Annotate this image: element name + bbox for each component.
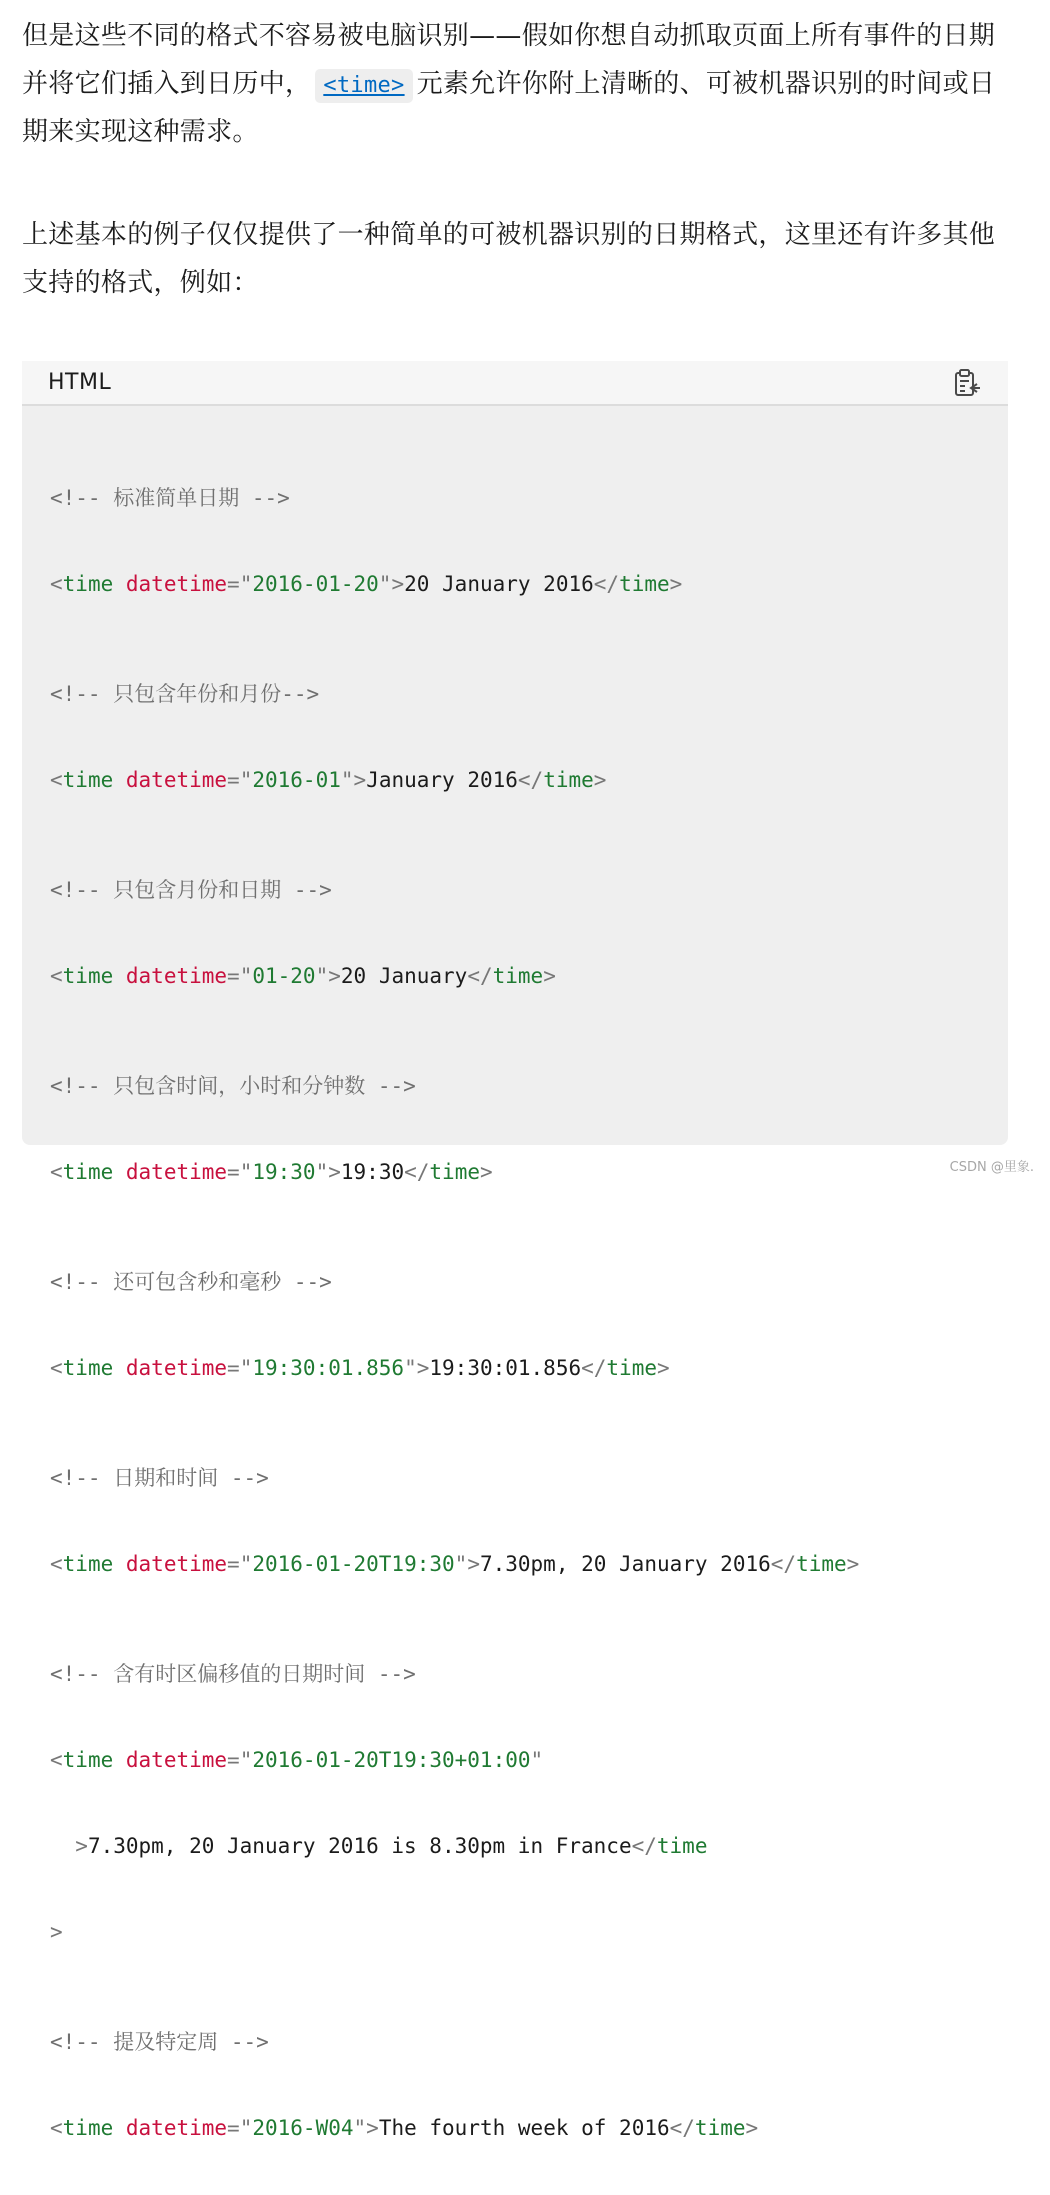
code-punct: " — [315, 1160, 329, 1184]
code-comment: <!-- 标准简单日期 --> — [50, 486, 290, 510]
code-text: The fourth week of 2016 — [378, 2116, 670, 2140]
code-line — [50, 1741, 859, 1779]
code-tag: time — [656, 1834, 708, 1858]
code-text: 19:30 — [340, 1160, 405, 1184]
code-punct: </ — [770, 1552, 797, 1576]
code-attr-value: 2016-01 — [252, 768, 341, 792]
intro-text-before: 但是这些不同的格式不容易被电脑识别——假如你想自动抓取页面上所有事件的日期并将它们插入到日历中， — [22, 21, 996, 99]
code-punct: " — [378, 572, 392, 596]
code-comment: <!-- 只包含年份和月份--> — [50, 682, 320, 706]
code-punct: " — [353, 2116, 367, 2140]
code-attr-value: 01-20 — [252, 964, 316, 988]
code-punct: > — [656, 1356, 670, 1380]
code-attr-value: 19:30:01.856 — [252, 1356, 405, 1380]
code-punct: = — [227, 572, 240, 596]
code-attr-value: 2016-W04 — [252, 2116, 354, 2140]
code-comment: <!-- 日期和时间 --> — [50, 1466, 269, 1490]
intro-text-after: 元素允许你附上清晰的、可被机器识别的时间或日期来实现这种需求。 — [22, 69, 996, 147]
code-punct: > — [846, 1552, 860, 1576]
code-attr: datetime — [125, 1748, 228, 1772]
code-text: 7.30pm, 20 January 2016 is 8.30pm in France — [87, 1834, 632, 1858]
code-punct: < — [50, 1552, 63, 1576]
code-punct: = — [227, 964, 240, 988]
code-punct: " — [239, 1356, 253, 1380]
code-header — [22, 361, 1008, 406]
code-punct: = — [227, 1748, 240, 1772]
code-line — [50, 1545, 859, 1583]
code-line — [50, 761, 859, 799]
csdn-watermark: CSDN @里象. — [949, 1160, 1034, 1175]
code-line — [50, 565, 859, 603]
code-tag: time — [606, 1356, 657, 1380]
code-attr: datetime — [125, 1356, 228, 1380]
code-punct: > — [543, 964, 556, 988]
code-punct: = — [227, 1160, 240, 1184]
clipboard-copy-icon — [950, 367, 982, 399]
code-text: 7.30pm, 20 January 2016 — [479, 1552, 771, 1576]
code-punct: </ — [467, 964, 493, 988]
code-tag: time — [62, 1356, 114, 1380]
code-line — [50, 957, 859, 995]
code-attr: datetime — [125, 964, 228, 988]
code-tag: time — [62, 1160, 114, 1184]
code-punct: > — [50, 1920, 63, 1944]
code-punct: </ — [517, 768, 544, 792]
code-punct: </ — [404, 1160, 430, 1184]
code-tag: time — [62, 768, 114, 792]
code-punct: > — [479, 1160, 493, 1184]
code-punct: < — [50, 964, 63, 988]
code-punct: </ — [631, 1834, 657, 1858]
code-line — [50, 1913, 859, 1951]
code-punct: > — [50, 1834, 88, 1858]
code-punct: " — [239, 1160, 253, 1184]
code-tag: time — [492, 964, 544, 988]
code-punct: > — [467, 1552, 480, 1576]
code-punct: = — [227, 2116, 240, 2140]
code-line — [50, 1153, 859, 1191]
code-punct: " — [239, 964, 253, 988]
code-content — [50, 431, 859, 2195]
code-punct: > — [416, 1356, 430, 1380]
code-punct: = — [227, 1552, 240, 1576]
code-text: 19:30:01.856 — [429, 1356, 582, 1380]
code-punct: < — [50, 1356, 63, 1380]
code-punct: > — [366, 2116, 379, 2140]
code-punct: > — [391, 572, 405, 596]
code-punct: > — [353, 768, 367, 792]
code-punct: " — [340, 768, 354, 792]
code-text: 20 January — [340, 964, 468, 988]
code-punct: < — [50, 768, 63, 792]
code-punct: " — [239, 572, 253, 596]
code-punct: " — [239, 1552, 253, 1576]
code-tag: time — [796, 1552, 847, 1576]
code-punct: </ — [581, 1356, 607, 1380]
code-language-label: HTML — [48, 370, 112, 395]
code-attr: datetime — [125, 768, 228, 792]
code-punct: < — [50, 1748, 63, 1772]
code-comment: <!-- 含有时区偏移值的日期时间 --> — [50, 1662, 416, 1686]
code-attr: datetime — [125, 572, 228, 596]
code-punct: </ — [593, 572, 620, 596]
code-punct: </ — [669, 2116, 695, 2140]
code-line — [50, 1349, 859, 1387]
code-comment: <!-- 只包含时间，小时和分钟数 --> — [50, 1074, 416, 1098]
code-tag: time — [62, 1748, 114, 1772]
code-punct: > — [745, 2116, 759, 2140]
code-attr: datetime — [125, 1160, 228, 1184]
code-punct: = — [227, 768, 240, 792]
code-attr-value: 2016-01-20 — [252, 572, 379, 596]
code-comment: <!-- 还可包含秒和毫秒 --> — [50, 1270, 332, 1294]
code-punct: < — [50, 2116, 63, 2140]
time-element-link[interactable]: <time> — [315, 69, 412, 103]
code-attr: datetime — [125, 1552, 228, 1576]
code-line — [50, 2109, 859, 2147]
code-punct: " — [404, 1356, 417, 1380]
formats-paragraph: 上述基本的例子仅仅提供了一种简单的可被机器识别的日期格式，这里还有许多其他支持的格式，例如： — [22, 220, 996, 298]
code-tag: time — [62, 1552, 114, 1576]
code-punct: " — [239, 1748, 253, 1772]
code-line — [50, 1827, 859, 1865]
code-tag: time — [619, 572, 670, 596]
code-attr-value: 19:30 — [252, 1160, 316, 1184]
code-tag: time — [62, 572, 114, 596]
code-punct: = — [227, 1356, 240, 1380]
code-comment: <!-- 只包含月份和日期 --> — [50, 878, 332, 902]
code-text: 20 January 2016 — [404, 572, 594, 596]
code-tag: time — [62, 2116, 114, 2140]
code-punct: > — [669, 572, 683, 596]
code-tag: time — [62, 964, 114, 988]
copy-button[interactable] — [950, 367, 982, 399]
code-punct: " — [239, 768, 253, 792]
code-punct: > — [328, 964, 341, 988]
code-tag: time — [694, 2116, 746, 2140]
code-tag: time — [429, 1160, 480, 1184]
code-punct: > — [593, 768, 607, 792]
code-punct: < — [50, 1160, 63, 1184]
code-tag: time — [543, 768, 594, 792]
code-punct: " — [454, 1552, 468, 1576]
intro-paragraph — [22, 12, 1012, 156]
code-text: January 2016 — [366, 768, 518, 792]
code-punct: " — [239, 2116, 253, 2140]
code-comment: <!-- 提及特定周 --> — [50, 2030, 269, 2054]
code-attr: datetime — [125, 2116, 228, 2140]
code-attr-value: 2016-01-20T19:30+01:00 — [252, 1748, 531, 1772]
code-attr-value: 2016-01-20T19:30 — [252, 1552, 455, 1576]
code-punct: < — [50, 572, 63, 596]
code-punct: > — [328, 1160, 341, 1184]
code-punct: " — [315, 964, 329, 988]
code-punct: " — [530, 1748, 544, 1772]
